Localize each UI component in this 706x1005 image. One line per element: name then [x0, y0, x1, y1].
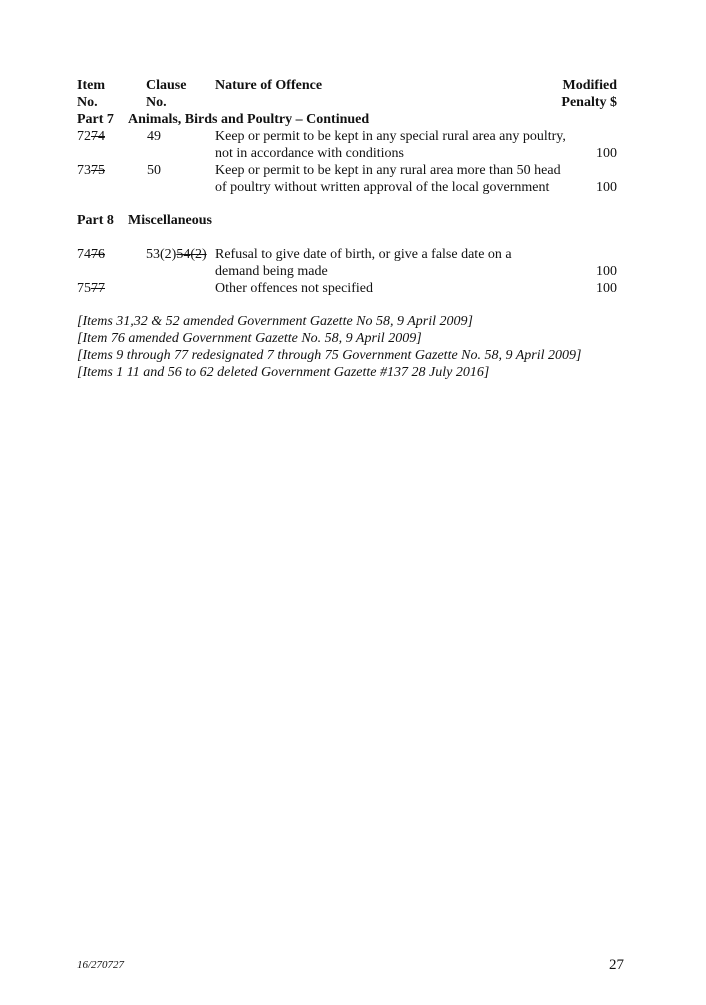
item-old-struck: 74 — [91, 129, 105, 144]
clause-number — [146, 246, 207, 263]
table-row-continued — [77, 263, 617, 280]
item-new: 75 — [77, 281, 91, 296]
offence-line-1: Keep or permit to be kept in any special rural area any poultry, — [215, 129, 566, 144]
header-nature: Nature of Offence — [215, 78, 323, 93]
penalty-value: 100 — [596, 180, 617, 195]
offence-line-1: Refusal to give date of birth, or give a false date on a — [215, 247, 512, 262]
amendment-note: [Items 1 11 and 56 to 62 deleted Government Gazette #137 28 July 2016] — [77, 365, 490, 380]
table-row-continued — [77, 145, 617, 162]
table-row — [77, 280, 617, 297]
header-penalty-dollar: Penalty $ — [561, 95, 617, 110]
table-row-continued — [77, 179, 617, 196]
item-number — [77, 280, 105, 297]
penalty-value: 100 — [596, 264, 617, 279]
table-row — [77, 128, 617, 145]
item-number — [77, 128, 105, 145]
page-number: 27 — [609, 957, 624, 973]
table-header-row-1 — [77, 77, 617, 94]
item-old-struck: 75 — [91, 163, 105, 178]
penalty-value: 100 — [596, 281, 617, 296]
clause-new: 53(2) — [146, 247, 177, 262]
footer-doc-reference: 16/270727 — [77, 959, 125, 971]
header-clause-no: No. — [146, 95, 167, 110]
part7-label: Part 7 — [77, 112, 114, 127]
part7-title: Animals, Birds and Poultry – Continued — [128, 112, 370, 127]
clause-number: 49 — [147, 129, 161, 144]
part8-heading — [77, 212, 617, 229]
header-penalty-modified: Modified — [562, 78, 617, 93]
item-old-struck: 77 — [91, 281, 105, 296]
header-item-no: No. — [77, 95, 98, 110]
item-old-struck: 76 — [91, 247, 105, 262]
part8-label: Part 8 — [77, 213, 114, 228]
part7-heading — [77, 111, 617, 128]
item-number — [77, 162, 105, 179]
item-new: 72 — [77, 129, 91, 144]
offence-line-2: not in accordance with conditions — [215, 146, 404, 161]
amendment-note: [Item 76 amended Government Gazette No. 58, 9 April 2009] — [77, 331, 422, 346]
offence-line-1: Other offences not specified — [215, 281, 373, 296]
table-row — [77, 246, 617, 263]
header-item: Item — [77, 78, 105, 93]
offence-line-2: demand being made — [215, 264, 328, 279]
offence-line-2: of poultry without written approval of the local government — [215, 180, 550, 195]
item-number — [77, 246, 105, 263]
item-new: 73 — [77, 163, 91, 178]
offence-line-1: Keep or permit to be kept in any rural area more than 50 head — [215, 163, 561, 178]
clause-old-struck: 54(2) — [176, 247, 207, 262]
penalty-value: 100 — [596, 146, 617, 161]
amendment-note: [Items 9 through 77 redesignated 7 through 75 Government Gazette No. 58, 9 April 2009] — [77, 348, 582, 363]
table-header-row-2 — [77, 94, 617, 111]
clause-number: 50 — [147, 163, 161, 178]
item-new: 74 — [77, 247, 91, 262]
header-clause: Clause — [146, 78, 187, 93]
part8-title: Miscellaneous — [128, 213, 212, 228]
table-row — [77, 162, 617, 179]
amendment-note: [Items 31,32 & 52 amended Government Gazette No 58, 9 April 2009] — [77, 314, 473, 329]
